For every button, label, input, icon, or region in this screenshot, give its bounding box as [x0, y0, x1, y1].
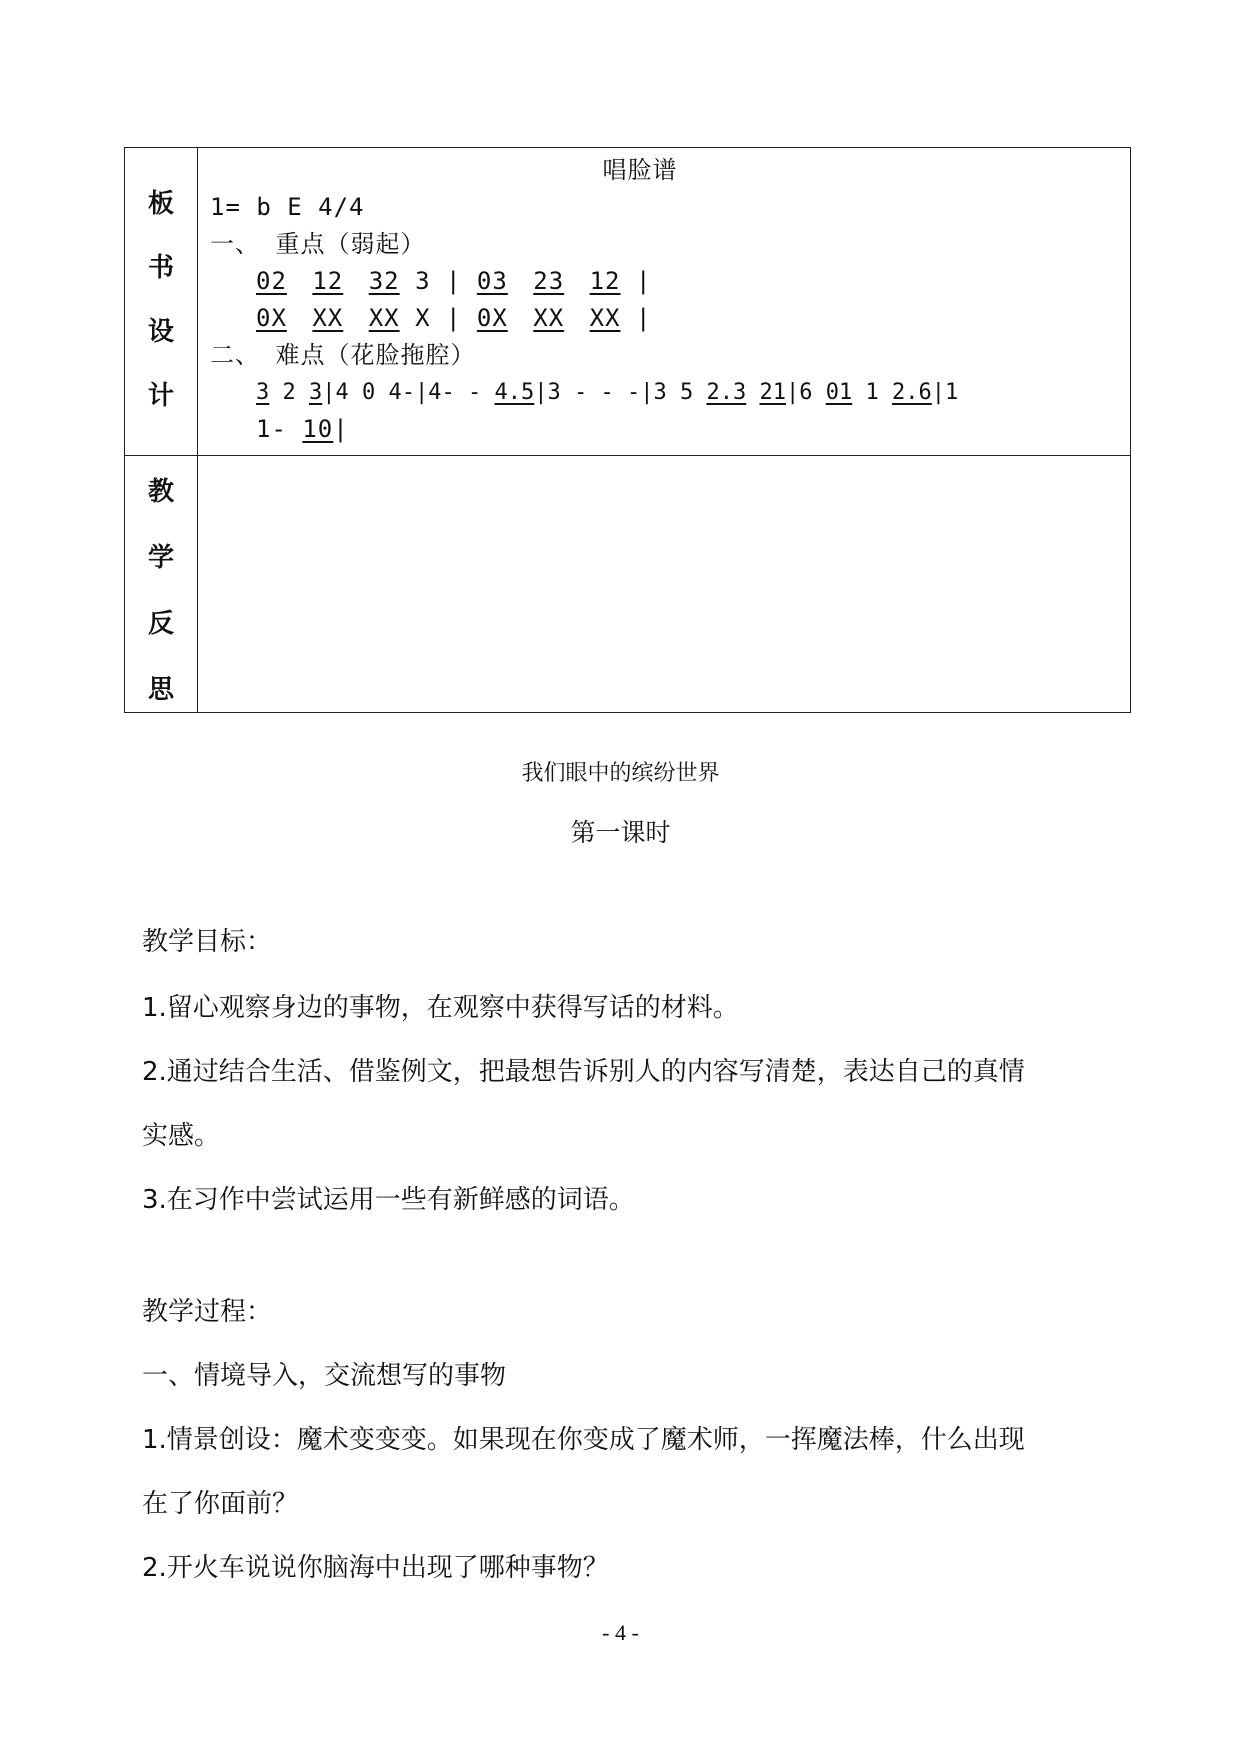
note: - - -	[574, 380, 641, 405]
note: 1	[944, 380, 959, 405]
note: 3	[653, 380, 667, 405]
notation-line-1	[210, 263, 1130, 300]
note: 21	[759, 380, 786, 405]
barline: |	[635, 267, 652, 295]
barline: |	[785, 380, 800, 405]
step-1-heading: 一、情境导入，交流想写的事物	[142, 1361, 507, 1391]
rhythm: XX	[368, 304, 400, 332]
key-signature: 1= b E 4/4	[210, 193, 365, 221]
label-char: 思	[147, 675, 174, 705]
barline: |	[322, 380, 336, 405]
barline: |	[445, 304, 462, 332]
note: 1-	[256, 415, 287, 443]
label-char: 教	[147, 477, 174, 507]
label-char: 学	[147, 543, 174, 573]
section-difficulty: 二、 难点（花脸拖腔）	[210, 341, 476, 369]
note: 23	[533, 267, 565, 295]
rhythm: XX	[533, 304, 565, 332]
objective-2: 2.通过结合生活、借鉴例文，把最想告诉别人的内容写清楚，表达自己的真情	[142, 1057, 1025, 1087]
note: 1	[865, 380, 879, 405]
teaching-reflection-label	[125, 456, 198, 713]
song-title: 唱脸谱	[602, 156, 678, 184]
note: 0	[362, 380, 376, 405]
process-heading: 教学过程：	[142, 1297, 273, 1327]
step-1-item-1-continued: 在了你面前？	[142, 1489, 299, 1519]
objective-1: 1.留心观察身边的事物，在观察中获得写话的材料。	[142, 993, 739, 1023]
step-1-item-2: 2.开火车说说你脑海中出现了哪种事物？	[142, 1553, 609, 1583]
notation-line-3	[210, 374, 1130, 411]
rhythm: 0X	[476, 304, 508, 332]
board-design-content	[198, 148, 1131, 456]
section-key-points: 一、 重点（弱起）	[210, 230, 426, 258]
note: 3	[256, 380, 270, 405]
board-design-label	[125, 148, 198, 456]
teaching-reflection-content	[198, 456, 1131, 713]
label-char: 计	[147, 381, 174, 411]
objective-2-continued: 实感。	[142, 1121, 221, 1151]
note: 2	[282, 380, 296, 405]
barline: |	[415, 380, 429, 405]
note: -	[468, 380, 482, 405]
label-char: 书	[147, 253, 174, 283]
notation-line-4	[210, 411, 1130, 448]
note: 01	[825, 380, 853, 405]
rhythm: XX	[589, 304, 621, 332]
rhythm: X	[415, 304, 431, 332]
objective-3: 3.在习作中尝试运用一些有新鲜感的词语。	[142, 1185, 635, 1215]
barline: |	[445, 267, 462, 295]
barline: |	[534, 380, 548, 405]
note: 3	[547, 380, 561, 405]
note: 2.6	[891, 380, 932, 405]
note: 2.3	[706, 380, 747, 405]
barline: |	[931, 380, 945, 405]
note: 4.5	[494, 380, 535, 405]
board-design-table	[124, 147, 1131, 713]
note: 03	[476, 267, 508, 295]
note: 3	[309, 380, 323, 405]
barline: |	[635, 304, 652, 332]
note: 02	[256, 267, 287, 295]
barline: |	[333, 415, 349, 443]
note: 32	[368, 267, 400, 295]
note: 3	[415, 267, 431, 295]
barline: |	[640, 380, 654, 405]
note: 12	[312, 267, 344, 295]
note: 4-	[428, 380, 455, 405]
note: 4	[335, 380, 349, 405]
note: 10	[302, 415, 334, 443]
objectives-heading: 教学目标：	[142, 927, 273, 957]
notation-line-2	[210, 300, 1130, 337]
label-char: 设	[147, 317, 174, 347]
note: 6	[799, 380, 813, 405]
note: 12	[589, 267, 621, 295]
note: 5	[679, 380, 694, 405]
rhythm: XX	[312, 304, 344, 332]
label-char: 板	[147, 189, 174, 219]
rhythm: 0X	[256, 304, 287, 332]
label-char: 反	[147, 609, 174, 639]
document-title: 我们眼中的缤纷世界	[521, 761, 720, 786]
step-1-item-1: 1.情景创设：魔术变变变。如果现在你变成了魔术师，一挥魔法棒，什么出现	[142, 1425, 1025, 1455]
note: 4-	[388, 380, 415, 405]
lesson-title: 第一课时	[570, 818, 671, 847]
page-number: - 4 -	[602, 1620, 639, 1645]
